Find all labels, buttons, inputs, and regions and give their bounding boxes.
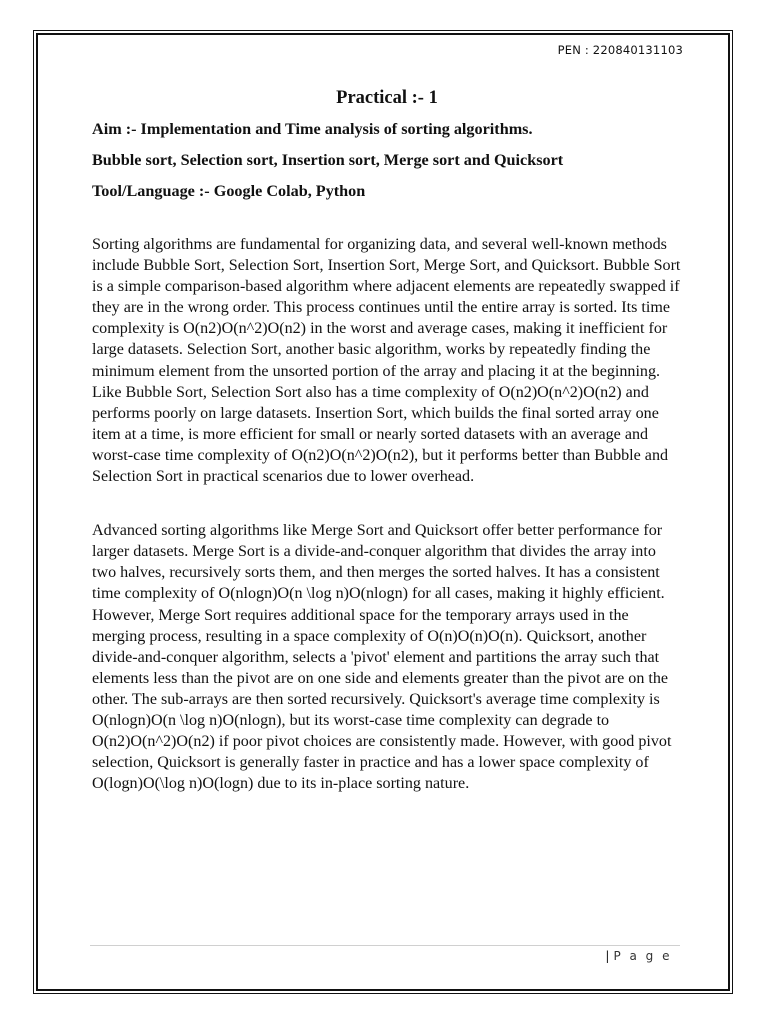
- paragraph-intro: Sorting algorithms are fundamental for organizing data, and several well-known methods include Bubble Sort, Selection Sort, Insertion Sort, Merge Sort, and Quicksort. Bubble Sort is a simple comparison-based algorithm where adjacent elements are repeatedly swapped if they are in the wrong order. This process continues until the entire array is sorted. Its time complexity is O(n2)O(n^2)O(n2) in the worst and average cases, making it inefficient for large datasets. Selection Sort, another basic algorithm, works by repeatedly finding the minimum element from the unsorted portion of the array and placing it at the beginning. Like Bubble Sort, Selection Sort also has a time complexity of O(n2)O(n^2)O(n2) and performs poorly on large datasets. Insertion Sort, which builds the final sorted array one item at a time, is more efficient for small or nearly sorted datasets with an average and worst-case time complexity of O(n2)O(n^2)O(n2), but it performs better than Bubble and Selection Sort in practical scenarios due to lower overhead.: [92, 236, 681, 486]
- paragraph-advanced: Advanced sorting algorithms like Merge Sort and Quicksort offer better performance for larger datasets. Merge Sort is a divide-and-conquer algorithm that divides the array into two halves, recursively sorts them, and then merges the sorted halves. It has a consistent time complexity of O(nlog⁡n)O(n \log n)O(nlogn) for all cases, making it highly efficient. However, Merge Sort requires additional space for the temporary arrays used in the merging process, resulting in a space complexity of O(n)O(n)O(n). Quicksort, another divide-and-conquer algorithm, selects a 'pivot' element and partitions the array such that elements less than the pivot are on one side and elements greater than the pivot are on the other. The sub-arrays are then sorted recursively. Quicksort's average time complexity is O(nlog⁡n)O(n \log n)O(nlogn), but its worst-case time complexity can degrade to O(n2)O(n^2)O(n2) if poor pivot choices are consistently made. However, with good pivot selection, Quicksort is generally faster in practice and has a lower space complexity of O(log⁡n)O(\log n)O(logn) due to its in-place sorting nature.: [92, 522, 672, 793]
- aim-line: Aim :- Implementation and Time analysis of sorting algorithms.: [92, 120, 533, 138]
- algorithms-line: Bubble sort, Selection sort, Insertion sort, Merge sort and Quicksort: [92, 151, 564, 169]
- page-title: Practical :- 1: [336, 88, 438, 108]
- document-body: [92, 88, 682, 794]
- tool-line: Tool/Language :- Google Colab, Python: [92, 182, 366, 200]
- page-label: P a g e: [613, 949, 672, 963]
- footer-divider: [90, 945, 680, 946]
- pen-number: PEN : 220840131103: [557, 43, 683, 57]
- page-footer: [605, 949, 672, 963]
- footer-separator: |: [605, 949, 610, 963]
